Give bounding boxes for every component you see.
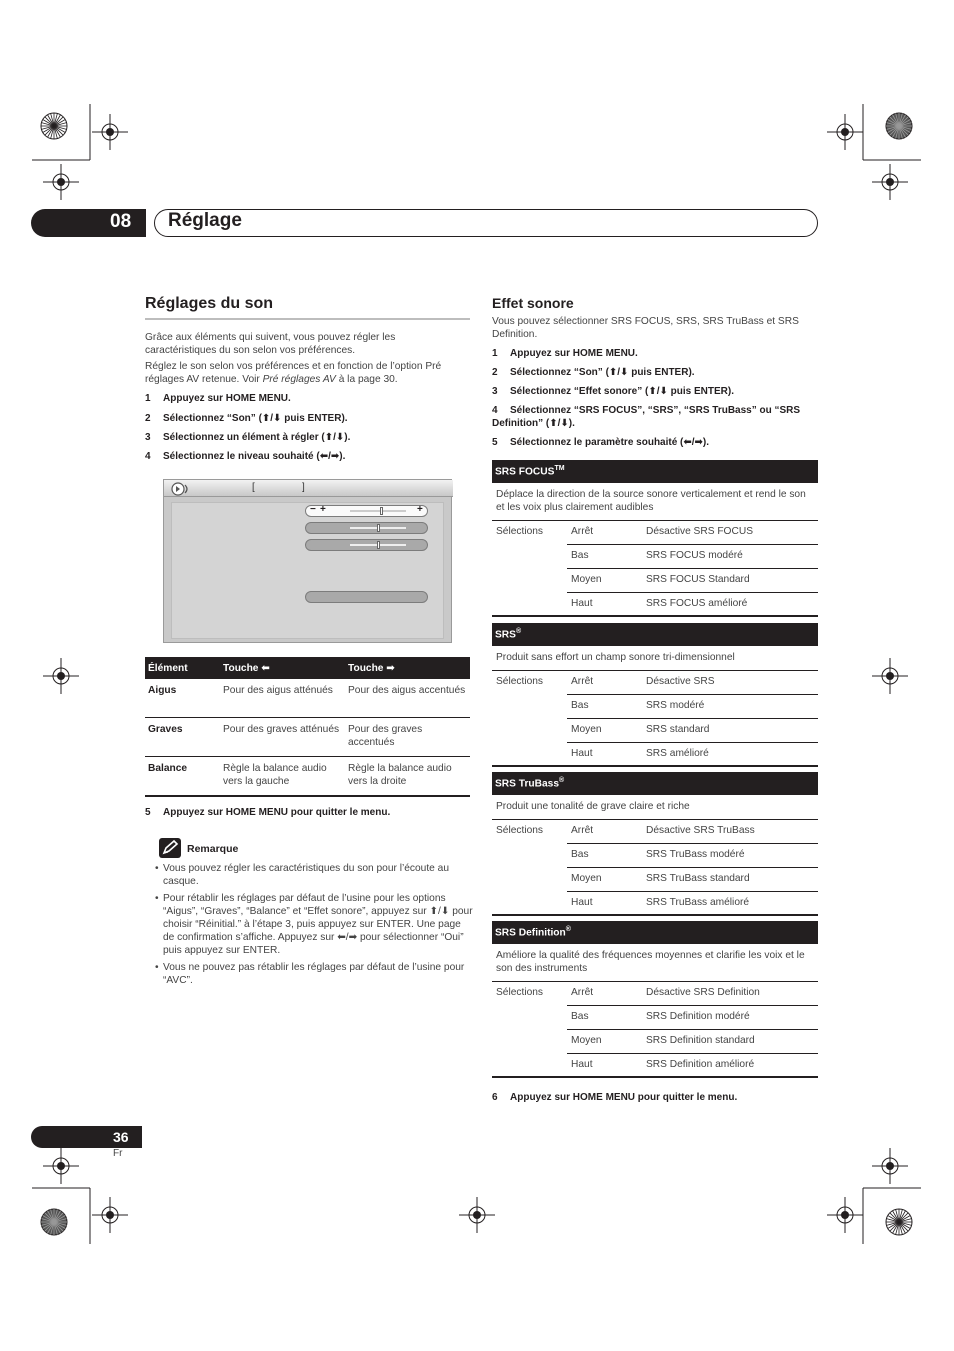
table-cell: Graves — [145, 717, 220, 756]
effect-description: Améliore la qualité des fréquences moyennes et clarifie les voix et le son des instruments — [492, 944, 818, 982]
table-row: Haut SRS TruBass amélioré — [492, 892, 818, 916]
step-3: 3 Sélectionnez un élément à régler (⬆/⬇). — [145, 432, 351, 443]
note-item: • Pour rétablir les réglages par défaut de l’usine pour les options “Aigus”, “Graves”, “Balance” et “Effet sonore”, appuyez sur ⬆/⬇ pour choisir “Réinitial.” à l’étape 3, puis appuyez sur ENTER. Une page de confirmation s’affiche. Appuyez sur ⬅/➡ pour sélectionner “Oui” puis appuyez sur ENTER. — [155, 892, 473, 957]
table-row: Moyen SRS Definition standard — [492, 1030, 818, 1054]
step-3: 3 Sélectionnez “Effet sonore” (⬆/⬇ puis ENTER). — [492, 386, 735, 397]
table-row: Sélections Arrêt Désactive SRS — [492, 671, 818, 695]
table-cell: Aigus — [145, 679, 220, 717]
intro-paragraph-2: Réglez le son selon vos préférences et en fonction de l’option Pré réglages AV retenue. Voir Pré réglages AV à la page 30. — [145, 361, 442, 385]
table-cell: Règle la balance audio vers la droite — [345, 756, 470, 796]
intro-paragraph-1: Grâce aux éléments qui suivent, vous pouvez régler les caractéristiques du son selon vos préférences. — [145, 332, 396, 356]
chapter-title-box — [154, 209, 818, 237]
treble-slider[interactable] — [305, 505, 428, 517]
chapter-title: Réglage — [168, 210, 242, 231]
section-title-sound-settings: Réglages du son — [145, 295, 274, 312]
step-5: 5 Sélectionnez le paramètre souhaité (⬅/➡). — [492, 437, 710, 448]
registration-rosette-icon — [886, 1209, 912, 1235]
table-header: Touche ⬅ — [220, 657, 345, 679]
effect-header: SRS Definition® — [492, 921, 818, 944]
note-title: Remarque — [187, 843, 239, 855]
chapter-number: 08 — [110, 211, 132, 232]
note-pencil-icon — [159, 838, 181, 858]
note-item: • Vous ne pouvez pas rétablir les réglages par défaut de l’usine pour “AVC”. — [155, 961, 473, 987]
step-6: 6 Appuyez sur HOME MENU pour quitter le menu. — [492, 1092, 738, 1103]
effect-header: SRS® — [492, 623, 818, 646]
table-row — [145, 756, 470, 796]
table-row: Moyen SRS standard — [492, 719, 818, 743]
step-1: 1 Appuyez sur HOME MENU. — [492, 348, 638, 359]
table-header: Élément — [145, 657, 220, 679]
table-cell: Pour des aigus accentués — [345, 679, 470, 717]
table-row: Sélections Arrêt Désactive SRS FOCUS — [492, 521, 818, 545]
effect-intro: Vous pouvez sélectionner SRS FOCUS, SRS, SRS TruBass et SRS Definition. — [492, 316, 799, 340]
slider-knob[interactable] — [377, 541, 380, 549]
effect-table-srs-definition — [492, 921, 818, 1078]
minus-icon: − — [310, 504, 316, 515]
table-cell: Pour des graves accentués — [345, 717, 470, 756]
table-row: Bas SRS TruBass modéré — [492, 844, 818, 868]
table-cell: Pour des aigus atténués — [220, 679, 345, 717]
effect-description: Déplace la direction de la source sonore verticalement et rend le son et les voix plus clairement audibles — [492, 483, 818, 521]
table-row: Bas SRS Definition modéré — [492, 1006, 818, 1030]
effect-header: SRS FOCUS™ — [492, 460, 818, 483]
step-5: 5 Appuyez sur HOME MENU pour quitter le menu. — [145, 807, 391, 818]
effect-table-srs — [492, 623, 818, 767]
plus-icon: + — [320, 504, 326, 515]
effect-table-srs-trubass — [492, 772, 818, 916]
note-list — [155, 862, 473, 991]
table-row: Sélections Arrêt Désactive SRS Definition — [492, 982, 818, 1006]
table-row: Bas SRS FOCUS modéré — [492, 545, 818, 569]
osd-bracket-left: [ — [252, 482, 255, 493]
table-row — [145, 679, 470, 717]
table-row: Sélections Arrêt Désactive SRS TruBass — [492, 820, 818, 844]
sound-menu-screenshot — [163, 479, 452, 643]
balance-slider[interactable] — [305, 539, 428, 551]
table-cell: Règle la balance audio vers la gauche — [220, 756, 345, 796]
sound-menu-icon — [170, 481, 192, 502]
right-steps — [492, 347, 818, 449]
note-item: • Vous pouvez régler les caractéristiques du son pour l’écoute au casque. — [155, 862, 473, 888]
effect-header: SRS TruBass® — [492, 772, 818, 795]
step-4: 4 Sélectionnez “SRS FOCUS”, “SRS”, “SRS TruBass” ou “SRS Definition” (⬆/⬇). — [492, 405, 801, 429]
table-row: Haut SRS Definition amélioré — [492, 1054, 818, 1078]
left-steps — [145, 392, 470, 463]
adjustment-table — [145, 657, 470, 797]
table-row: Moyen SRS TruBass standard — [492, 868, 818, 892]
osd-title-bar — [164, 480, 453, 497]
table-row: Moyen SRS FOCUS Standard — [492, 569, 818, 593]
bass-slider[interactable] — [305, 522, 428, 534]
page-language: Fr — [113, 1148, 123, 1159]
page-number: 36 — [113, 1129, 129, 1145]
step-1: 1 Appuyez sur HOME MENU. — [145, 393, 291, 404]
slider-knob[interactable] — [380, 507, 383, 515]
reset-option[interactable] — [305, 591, 428, 603]
effect-table-srs-focus — [492, 460, 818, 617]
section-rule — [145, 318, 470, 320]
table-cell: Balance — [145, 756, 220, 796]
table-header: Touche ➡ — [345, 657, 470, 679]
registration-rosette-icon — [41, 1209, 67, 1235]
registration-rosette-icon — [41, 113, 67, 139]
table-row: Haut SRS amélioré — [492, 743, 818, 767]
effect-description: Produit sans effort un champ sonore tri-dimensionnel — [492, 646, 818, 671]
step-2: 2 Sélectionnez “Son” (⬆/⬇ puis ENTER). — [492, 367, 695, 378]
table-cell: Pour des graves atténués — [220, 717, 345, 756]
slider-knob[interactable] — [377, 524, 380, 532]
table-row: Haut SRS FOCUS amélioré — [492, 593, 818, 617]
table-row: Bas SRS modéré — [492, 695, 818, 719]
page-reference: Pré réglages AV — [262, 374, 336, 385]
step-4: 4 Sélectionnez le niveau souhaité (⬅/➡). — [145, 451, 346, 462]
osd-bracket-right: ] — [302, 482, 305, 493]
table-row — [145, 717, 470, 756]
effect-description: Produit une tonalité de grave claire et riche — [492, 795, 818, 820]
osd-panel — [171, 502, 444, 639]
section-title-sound-effect: Effet sonore — [492, 295, 574, 311]
step-2: 2 Sélectionnez “Son” (⬆/⬇ puis ENTER). — [145, 413, 348, 424]
registration-rosette-icon — [886, 113, 912, 139]
plus-icon: + — [417, 504, 423, 515]
